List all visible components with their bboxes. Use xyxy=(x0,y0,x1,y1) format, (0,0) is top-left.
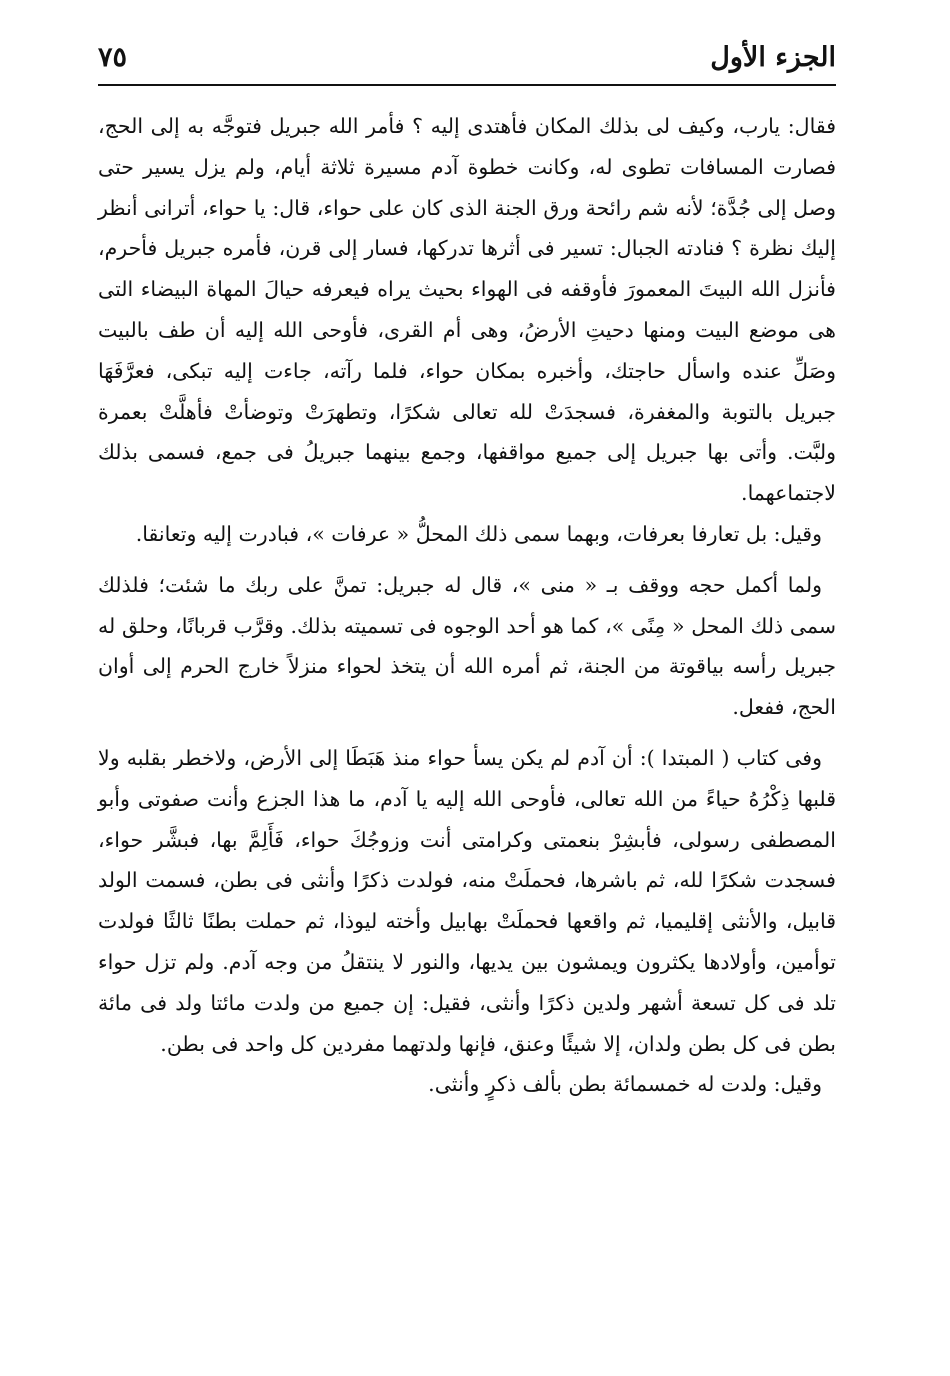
paragraph-3: ولما أكمل حجه ووقف بـ « منى »، قال له جبريل: تمنَّ على ربك ما شئت؛ فلذلك سمى ذلك المحل « مِنًى »، كما هو أحد الوجوه فى تسميته بذلك. وقرَّب قربانًا، وحلق له جبريل رأسه بياقوتة من الجنة، ثم أمره الله أن يتخذ لحواء منزلاً خارج الحرم إلى أوان الحج، ففعل. xyxy=(98,572,836,720)
paragraph-2: وقيل: بل تعارفا بعرفات، وبهما سمى ذلك المحلُّ « عرفات »، فبادرت إليه وتعانقا. xyxy=(135,521,822,546)
page-number: ٧٥ xyxy=(98,42,128,73)
paragraph-1: فقال: يارب، وكيف لى بذلك المكان فأهتدى إليه ؟ فأمر الله جبريل فتوجَّه به إلى الحج، فصارت المسافات تطوى له، وكانت خطوة آدم مسيرة ثلاثة أيام، ولم يزل يسير حتى وصل إلى جُدَّة؛ لأنه شم رائحة ورق الجنة الذى كان على حواء، قال: يا حواء، أترانى أنظر إليك نظرة ؟ فنادته الجبال: تسير فى أثرها تدركها، فسار إلى قرن، فأمره جبريل فأحرم، فأنزل الله البيتَ المعمورَ فأوقفه فى الهواء بحيث يراه فيعرفه حيالَ المهاة البيضاء التى هى موضع البيت ومنها دحيتِ الأرضُ، وهى أم القرى، فأوحى الله إليه أن طف بالبيت وصَلِّ عنده واسأل حاجتك، وأخبره بمكان حواء، فلما رآته، جاءت إليه تبكى، فعرَّفَهَا جبريل بالتوبة والمغفرة، فسجدَتْ لله تعالى شكرًا، وتطهرَتْ وتوضأتْ فأهلَّتْ بعمرة ولبَّت. وأتى بها جبريل إلى جميع مواقفها، وجمع بينهما جبريلُ فى جمع، فسمى بذلك لاجتماعهما. xyxy=(98,114,836,506)
header-divider xyxy=(98,84,836,86)
running-title: الجزء الأول xyxy=(710,42,836,73)
body-text xyxy=(98,106,836,1105)
paragraph-4: وفى كتاب ( المبتدا ): أن آدم لم يكن يسأ حواء منذ هَبَطَا إلى الأرض، ولاخطر بقلبه ولا قلبها ذِكْرُهُ حياءً من الله تعالى، فأوحى الله إليه يا آدم، ما هذا الجزع وأنت صفوتى وأبو المصطفى رسولى، فأبشِرْ بنعمتى وكرامتى أنت وزوجُكَ حواء، فَأَلِمَّ بها، فبشَّر حواء، فسجدت شكرًا لله، ثم باشرها، فحملَتْ منه، فولدت ذكرًا وأنثى فى بطن، فسمت الولد قابيل، والأنثى إقليميا، ثم واقعها فحملَتْ بهابيل وأخته ليوذا، ثم حملت بطنًا ثالثًا فولدت توأمين، وأولادها يكثرون ويمشون بين يديها، والنور لا ينتقلُ من وجه آدم. ولم تزل حواء تلد فى كل تسعة أشهر ولدين ذكرًا وأنثى، فقيل: إن جميع من ولدت مائتا ولد فى مائة بطن فى كل بطن ولدان، إلا شيئًا وعنق، فإنها ولدتهما مفردين كل واحد فى بطن. xyxy=(98,745,836,1056)
page-header xyxy=(98,36,836,80)
paragraph-5: وقيل: ولدت له خمسمائة بطن بألف ذكرٍ وأنثى. xyxy=(428,1072,822,1097)
